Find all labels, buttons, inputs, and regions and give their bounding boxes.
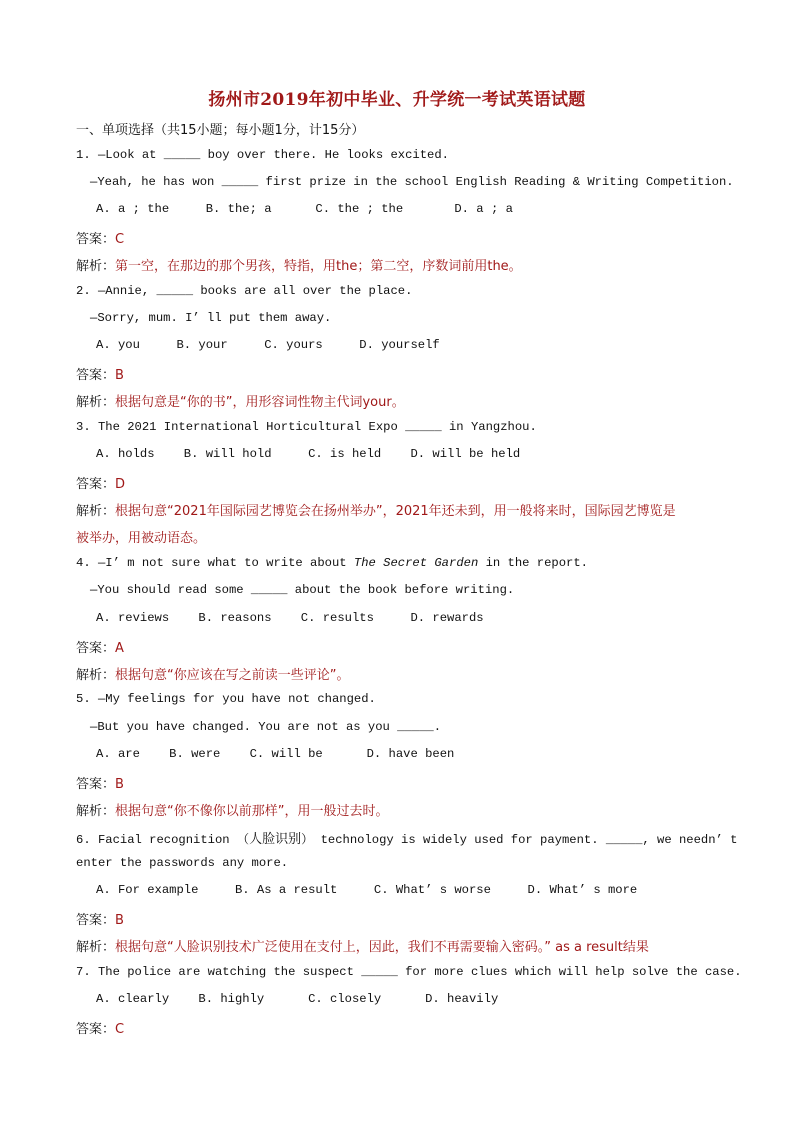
q4-text-a: 4. —I’ m not sure what to write about [76, 556, 354, 570]
q1-analysis [76, 255, 522, 274]
analysis-label: 解析： [76, 259, 116, 274]
analysis-text: 根据句意“你应该在写之前读一些评论”。 [115, 668, 350, 683]
q7-line1: 7. The police are watching the suspect _____ for more clues which will help solve the case. [76, 965, 742, 979]
q6-answer [76, 909, 124, 928]
q4-analysis [76, 664, 350, 683]
analysis-label: 解析： [76, 668, 116, 683]
q5-analysis [76, 800, 389, 819]
q2-options: A. you B. your C. yours D. yourself [96, 338, 440, 352]
q4-line2: —You should read some _____ about the book before writing. [90, 583, 515, 597]
q2-answer [76, 364, 124, 383]
q6-options: A. For example B. As a result C. What’ s worse D. What’ s more [96, 883, 638, 897]
q3-analysis-cont: 被举办，用被动语态。 [76, 531, 207, 546]
analysis-label: 解析： [76, 504, 116, 519]
answer-label: 答案： [76, 232, 116, 247]
q5-answer [76, 773, 124, 792]
q4-line1 [76, 556, 588, 570]
q2-line2: —Sorry, mum. I’ ll put them away. [90, 311, 332, 325]
analysis-text: 第一空，在那边的那个男孩，特指，用the；第二空，序数词前用the。 [115, 259, 522, 274]
q6-text-c: ） technology is widely used for payment. _____, we needn’ t [301, 833, 738, 847]
q6-line2: enter the passwords any more. [76, 856, 289, 870]
q5-line1: 5. —My feelings for you have not changed. [76, 692, 376, 706]
q4-answer [76, 637, 124, 656]
q6-text-a: 6. Facial recognition （ [76, 833, 250, 847]
analysis-text: 根据句意“人脸识别技术广泛使用在支付上，因此，我们不再需要输入密码。” as a result结果 [115, 940, 649, 955]
q6-analysis [76, 936, 649, 955]
answer-value: B [115, 368, 124, 383]
answer-label: 答案： [76, 641, 116, 656]
q3-options: A. holds B. will hold C. is held D. will be held [96, 447, 521, 461]
analysis-label: 解析： [76, 804, 116, 819]
answer-label: 答案： [76, 913, 116, 928]
q7-answer [76, 1018, 124, 1037]
answer-value: B [115, 913, 124, 928]
q4-text-c: in the report. [478, 556, 588, 570]
q2-analysis [76, 391, 405, 410]
q1-line2: —Yeah, he has won _____ first prize in the school English Reading & Writing Competition. [90, 175, 734, 189]
q2-line1: 2. —Annie, _____ books are all over the place. [76, 284, 413, 298]
answer-label: 答案： [76, 368, 116, 383]
answer-label: 答案： [76, 777, 116, 792]
page-title: 扬州市2019年初中毕业、升学统一考试英语试题 [208, 90, 586, 110]
answer-value: C [115, 1022, 125, 1037]
q3-analysis [76, 500, 676, 519]
answer-label: 答案： [76, 1022, 116, 1037]
answer-value: B [115, 777, 124, 792]
q3-answer [76, 473, 125, 492]
q5-options: A. are B. were C. will be D. have been [96, 747, 455, 761]
q4-options: A. reviews B. reasons C. results D. rewards [96, 611, 484, 625]
q6-chinese-gloss: 人脸识别 [249, 832, 302, 847]
answer-value: D [115, 477, 126, 492]
q1-options: A. a ; the B. the; a C. the ; the D. a ; a [96, 202, 513, 216]
answer-value: C [115, 232, 125, 247]
q6-line1 [76, 828, 738, 847]
analysis-label: 解析： [76, 940, 116, 955]
analysis-label: 解析： [76, 395, 116, 410]
book-title: The Secret Garden [353, 556, 479, 570]
q1-line1: 1. —Look at _____ boy over there. He looks excited. [76, 148, 449, 162]
answer-label: 答案： [76, 477, 116, 492]
analysis-text: 根据句意是“你的书”，用形容词性物主代词your。 [115, 395, 405, 410]
answer-value: A [115, 641, 124, 656]
analysis-text: 根据句意“你不像你以前那样”，用一般过去时。 [115, 804, 389, 819]
analysis-text: 根据句意“2021年国际园艺博览会在扬州举办”，2021年还未到，用一般将来时，国际园艺博览是 [115, 504, 676, 519]
q7-options: A. clearly B. highly C. closely D. heavily [96, 992, 499, 1006]
q3-line1: 3. The 2021 International Horticultural Expo _____ in Yangzhou. [76, 420, 537, 434]
section-heading: 一、单项选择（共15小题；每小题1分，计15分） [76, 123, 365, 138]
q5-line2: —But you have changed. You are not as you _____. [90, 720, 442, 734]
q1-answer [76, 228, 124, 247]
